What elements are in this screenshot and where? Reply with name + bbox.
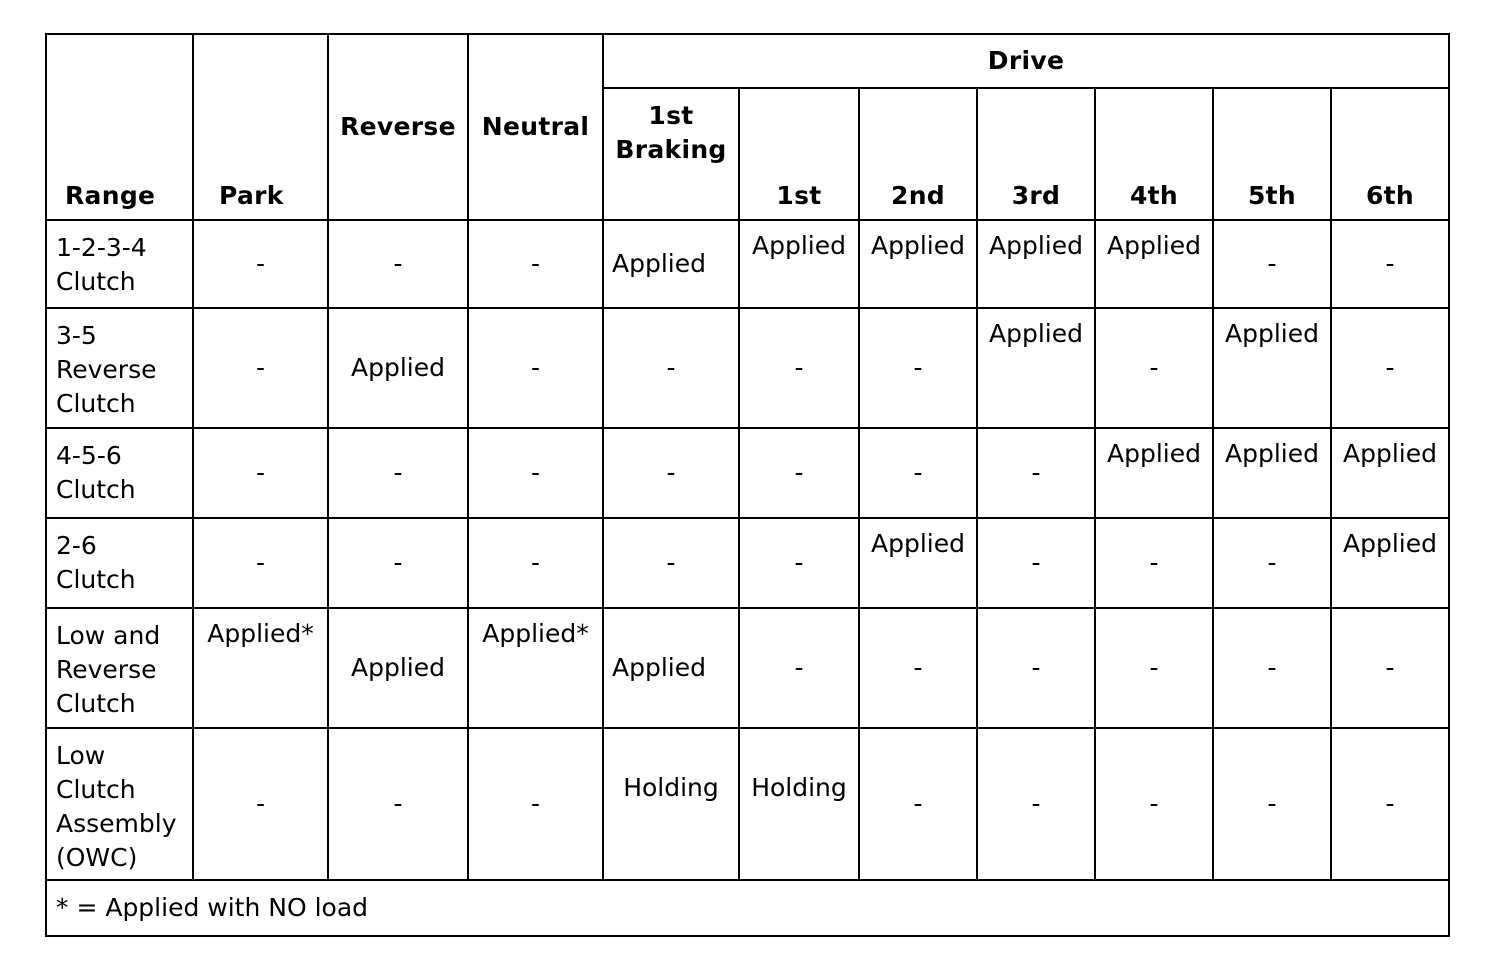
row-label: 4-5-6 Clutch — [46, 428, 193, 518]
table-row — [46, 728, 1449, 880]
table-cell: - — [328, 728, 468, 880]
table-cell: - — [859, 728, 977, 880]
table-cell: - — [328, 428, 468, 518]
table-cell: - — [977, 428, 1095, 518]
table-cell: Applied — [1095, 220, 1213, 308]
table-row — [46, 220, 1449, 308]
table-cell: - — [739, 518, 859, 608]
table-cell: - — [603, 308, 739, 428]
table-cell: - — [1331, 728, 1449, 880]
header-2nd: 2nd — [859, 88, 977, 220]
table-cell: - — [859, 428, 977, 518]
table-cell: - — [193, 518, 328, 608]
table-cell: - — [739, 608, 859, 728]
table-cell: - — [739, 428, 859, 518]
table-cell: - — [977, 608, 1095, 728]
row-label: 3-5 Reverse Clutch — [46, 308, 193, 428]
table-cell: - — [1095, 728, 1213, 880]
header-drive: Drive — [603, 34, 1449, 88]
table-cell: Holding — [739, 728, 859, 880]
table-cell: Applied — [1213, 308, 1331, 428]
table-cell: - — [1331, 608, 1449, 728]
table-cell: - — [603, 518, 739, 608]
table-cell: Applied — [1331, 518, 1449, 608]
table-row — [46, 518, 1449, 608]
table-cell: Applied — [328, 608, 468, 728]
table-cell: Applied* — [468, 608, 603, 728]
table-cell: Applied — [977, 308, 1095, 428]
table-cell: - — [859, 608, 977, 728]
table-cell: Applied — [1213, 428, 1331, 518]
table-cell: - — [193, 428, 328, 518]
table-cell: - — [1213, 220, 1331, 308]
table-cell: - — [859, 308, 977, 428]
table-cell: - — [328, 220, 468, 308]
header-1st: 1st — [739, 88, 859, 220]
table-cell: - — [193, 728, 328, 880]
table-cell: Applied — [1095, 428, 1213, 518]
table-cell: Applied — [328, 308, 468, 428]
table-cell: - — [468, 428, 603, 518]
table-cell: - — [977, 728, 1095, 880]
table-cell: - — [1331, 308, 1449, 428]
table-cell: Applied — [859, 518, 977, 608]
table-cell: Applied — [859, 220, 977, 308]
table-cell: - — [977, 518, 1095, 608]
row-label: 2-6 Clutch — [46, 518, 193, 608]
table-cell: Holding — [603, 728, 739, 880]
table-cell: - — [193, 308, 328, 428]
table-cell: - — [1095, 308, 1213, 428]
table-cell: - — [603, 428, 739, 518]
row-label: Low Clutch Assembly (OWC) — [46, 728, 193, 880]
row-label: 1-2-3-4 Clutch — [46, 220, 193, 308]
row-label: Low and Reverse Clutch — [46, 608, 193, 728]
table-cell: Applied — [1331, 428, 1449, 518]
table-cell: Applied — [603, 220, 739, 308]
table-row — [46, 608, 1449, 728]
table-cell: Applied* — [193, 608, 328, 728]
table-body — [46, 220, 1449, 880]
table-cell: - — [1213, 608, 1331, 728]
clutch-application-table — [45, 33, 1450, 937]
header-reverse: Reverse — [328, 34, 468, 220]
table-cell: Applied — [603, 608, 739, 728]
table-cell: - — [468, 308, 603, 428]
table-cell: - — [468, 518, 603, 608]
header-range: Range — [46, 34, 193, 220]
header-1st-braking: 1st Braking — [603, 88, 739, 220]
header-neutral: Neutral — [468, 34, 603, 220]
table-cell: - — [1331, 220, 1449, 308]
table-cell: - — [1213, 518, 1331, 608]
header-4th: 4th — [1095, 88, 1213, 220]
table-row — [46, 428, 1449, 518]
table-cell: - — [1213, 728, 1331, 880]
table-cell: - — [468, 220, 603, 308]
table-row — [46, 308, 1449, 428]
table-cell: Applied — [977, 220, 1095, 308]
footnote: * = Applied with NO load — [46, 880, 1449, 936]
table-cell: - — [468, 728, 603, 880]
footnote-row — [46, 880, 1449, 936]
header-park: Park — [193, 34, 328, 220]
header-5th: 5th — [1213, 88, 1331, 220]
table-cell: - — [739, 308, 859, 428]
header-3rd: 3rd — [977, 88, 1095, 220]
table-cell: Applied — [739, 220, 859, 308]
table-cell: - — [1095, 608, 1213, 728]
table-cell: - — [1095, 518, 1213, 608]
header-row-top — [46, 34, 1449, 88]
table-cell: - — [193, 220, 328, 308]
header-6th: 6th — [1331, 88, 1449, 220]
table-cell: - — [328, 518, 468, 608]
